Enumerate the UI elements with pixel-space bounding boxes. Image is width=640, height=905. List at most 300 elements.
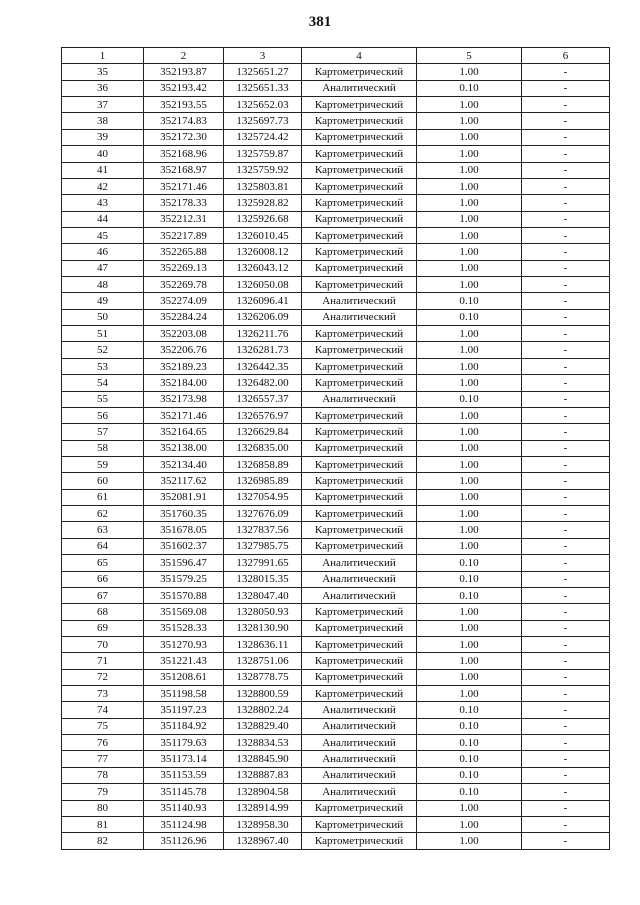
- table-row: [62, 571, 610, 587]
- table-row: [62, 833, 610, 849]
- point-number-cell: 67: [62, 587, 144, 603]
- point-number-cell: 80: [62, 800, 144, 816]
- x-coordinate-cell: 352172.30: [144, 129, 224, 145]
- note-cell: -: [522, 522, 610, 538]
- x-coordinate-cell: 351760.35: [144, 506, 224, 522]
- note-cell: -: [522, 440, 610, 456]
- y-coordinate-cell: 1328887.83: [224, 767, 302, 783]
- y-coordinate-cell: 1326985.89: [224, 473, 302, 489]
- table-row: [62, 456, 610, 472]
- accuracy-cell: 0.10: [417, 702, 522, 718]
- y-coordinate-cell: 1328829.40: [224, 718, 302, 734]
- note-cell: -: [522, 326, 610, 342]
- method-cell: Аналитический: [302, 293, 417, 309]
- accuracy-cell: 1.00: [417, 800, 522, 816]
- note-cell: -: [522, 620, 610, 636]
- x-coordinate-cell: 351179.63: [144, 735, 224, 751]
- accuracy-cell: 1.00: [417, 636, 522, 652]
- y-coordinate-cell: 1327837.56: [224, 522, 302, 538]
- point-number-cell: 66: [62, 571, 144, 587]
- table-row: [62, 653, 610, 669]
- table-row: [62, 702, 610, 718]
- point-number-cell: 46: [62, 244, 144, 260]
- point-number-cell: 54: [62, 375, 144, 391]
- accuracy-cell: 0.10: [417, 718, 522, 734]
- method-cell: Аналитический: [302, 80, 417, 96]
- y-coordinate-cell: 1326557.37: [224, 391, 302, 407]
- y-coordinate-cell: 1326835.00: [224, 440, 302, 456]
- accuracy-cell: 0.10: [417, 391, 522, 407]
- accuracy-cell: 1.00: [417, 522, 522, 538]
- x-coordinate-cell: 352274.09: [144, 293, 224, 309]
- note-cell: -: [522, 604, 610, 620]
- y-coordinate-cell: 1325724.42: [224, 129, 302, 145]
- y-coordinate-cell: 1326629.84: [224, 424, 302, 440]
- note-cell: -: [522, 784, 610, 800]
- note-cell: -: [522, 767, 610, 783]
- method-cell: Картометрический: [302, 227, 417, 243]
- method-cell: Аналитический: [302, 767, 417, 783]
- accuracy-cell: 0.10: [417, 555, 522, 571]
- table-row: [62, 784, 610, 800]
- y-coordinate-cell: 1327054.95: [224, 489, 302, 505]
- table-row: [62, 326, 610, 342]
- x-coordinate-cell: 351140.93: [144, 800, 224, 816]
- point-number-cell: 59: [62, 456, 144, 472]
- table-row: [62, 309, 610, 325]
- point-number-cell: 36: [62, 80, 144, 96]
- table-row: [62, 718, 610, 734]
- x-coordinate-cell: 352284.24: [144, 309, 224, 325]
- note-cell: -: [522, 260, 610, 276]
- table-row: [62, 816, 610, 832]
- point-number-cell: 64: [62, 538, 144, 554]
- table-row: [62, 391, 610, 407]
- accuracy-cell: 1.00: [417, 227, 522, 243]
- y-coordinate-cell: 1328834.53: [224, 735, 302, 751]
- table-row: [62, 162, 610, 178]
- point-number-cell: 68: [62, 604, 144, 620]
- note-cell: -: [522, 375, 610, 391]
- method-cell: Картометрический: [302, 473, 417, 489]
- note-cell: -: [522, 571, 610, 587]
- column-header-3: 3: [224, 48, 302, 64]
- x-coordinate-cell: 352203.08: [144, 326, 224, 342]
- method-cell: Картометрический: [302, 211, 417, 227]
- point-number-cell: 43: [62, 195, 144, 211]
- point-number-cell: 42: [62, 178, 144, 194]
- method-cell: Картометрический: [302, 260, 417, 276]
- x-coordinate-cell: 351208.61: [144, 669, 224, 685]
- x-coordinate-cell: 352193.42: [144, 80, 224, 96]
- method-cell: Картометрический: [302, 800, 417, 816]
- note-cell: -: [522, 244, 610, 260]
- accuracy-cell: 0.10: [417, 571, 522, 587]
- note-cell: -: [522, 195, 610, 211]
- note-cell: -: [522, 309, 610, 325]
- method-cell: Картометрический: [302, 604, 417, 620]
- point-number-cell: 81: [62, 816, 144, 832]
- method-cell: Аналитический: [302, 391, 417, 407]
- note-cell: -: [522, 636, 610, 652]
- method-cell: Картометрический: [302, 636, 417, 652]
- column-header-1: 1: [62, 48, 144, 64]
- point-number-cell: 61: [62, 489, 144, 505]
- accuracy-cell: 1.00: [417, 456, 522, 472]
- y-coordinate-cell: 1326010.45: [224, 227, 302, 243]
- x-coordinate-cell: 352269.78: [144, 277, 224, 293]
- method-cell: Картометрический: [302, 146, 417, 162]
- x-coordinate-cell: 351528.33: [144, 620, 224, 636]
- point-number-cell: 40: [62, 146, 144, 162]
- method-cell: Аналитический: [302, 571, 417, 587]
- table-row: [62, 620, 610, 636]
- y-coordinate-cell: 1326442.35: [224, 358, 302, 374]
- note-cell: -: [522, 702, 610, 718]
- accuracy-cell: 1.00: [417, 489, 522, 505]
- accuracy-cell: 1.00: [417, 64, 522, 80]
- x-coordinate-cell: 351145.78: [144, 784, 224, 800]
- page-number: 381: [308, 14, 332, 30]
- point-number-cell: 45: [62, 227, 144, 243]
- x-coordinate-cell: 352173.98: [144, 391, 224, 407]
- method-cell: Картометрический: [302, 97, 417, 113]
- table-row: [62, 506, 610, 522]
- point-number-cell: 53: [62, 358, 144, 374]
- accuracy-cell: 1.00: [417, 686, 522, 702]
- note-cell: -: [522, 293, 610, 309]
- table-row: [62, 767, 610, 783]
- column-header-6: 6: [522, 48, 610, 64]
- x-coordinate-cell: 352164.65: [144, 424, 224, 440]
- point-number-cell: 57: [62, 424, 144, 440]
- point-number-cell: 48: [62, 277, 144, 293]
- method-cell: Картометрический: [302, 162, 417, 178]
- table-row: [62, 424, 610, 440]
- note-cell: -: [522, 833, 610, 849]
- y-coordinate-cell: 1328050.93: [224, 604, 302, 620]
- table-row: [62, 800, 610, 816]
- point-number-cell: 77: [62, 751, 144, 767]
- y-coordinate-cell: 1325759.87: [224, 146, 302, 162]
- table-row: [62, 669, 610, 685]
- point-number-cell: 78: [62, 767, 144, 783]
- accuracy-cell: 1.00: [417, 211, 522, 227]
- note-cell: -: [522, 227, 610, 243]
- table-row: [62, 375, 610, 391]
- x-coordinate-cell: 351579.25: [144, 571, 224, 587]
- x-coordinate-cell: 352168.97: [144, 162, 224, 178]
- method-cell: Картометрический: [302, 342, 417, 358]
- accuracy-cell: 1.00: [417, 669, 522, 685]
- table-row: [62, 489, 610, 505]
- note-cell: -: [522, 751, 610, 767]
- point-number-cell: 55: [62, 391, 144, 407]
- note-cell: -: [522, 129, 610, 145]
- method-cell: Картометрический: [302, 620, 417, 636]
- method-cell: Аналитический: [302, 702, 417, 718]
- accuracy-cell: 0.10: [417, 751, 522, 767]
- point-number-cell: 47: [62, 260, 144, 276]
- accuracy-cell: 1.00: [417, 358, 522, 374]
- method-cell: Картометрический: [302, 489, 417, 505]
- x-coordinate-cell: 351197.23: [144, 702, 224, 718]
- method-cell: Картометрический: [302, 506, 417, 522]
- point-number-cell: 58: [62, 440, 144, 456]
- accuracy-cell: 1.00: [417, 97, 522, 113]
- note-cell: -: [522, 489, 610, 505]
- y-coordinate-cell: 1328636.11: [224, 636, 302, 652]
- table-row: [62, 64, 610, 80]
- y-coordinate-cell: 1328967.40: [224, 833, 302, 849]
- table-row: [62, 277, 610, 293]
- note-cell: -: [522, 587, 610, 603]
- note-cell: -: [522, 456, 610, 472]
- note-cell: -: [522, 358, 610, 374]
- table-row: [62, 178, 610, 194]
- y-coordinate-cell: 1328130.90: [224, 620, 302, 636]
- note-cell: -: [522, 113, 610, 129]
- method-cell: Картометрический: [302, 440, 417, 456]
- x-coordinate-cell: 352168.96: [144, 146, 224, 162]
- y-coordinate-cell: 1328845.90: [224, 751, 302, 767]
- method-cell: Картометрический: [302, 113, 417, 129]
- point-number-cell: 73: [62, 686, 144, 702]
- table-row: [62, 113, 610, 129]
- note-cell: -: [522, 162, 610, 178]
- point-number-cell: 52: [62, 342, 144, 358]
- y-coordinate-cell: 1326206.09: [224, 309, 302, 325]
- y-coordinate-cell: 1328047.40: [224, 587, 302, 603]
- method-cell: Аналитический: [302, 751, 417, 767]
- note-cell: -: [522, 80, 610, 96]
- x-coordinate-cell: 351596.47: [144, 555, 224, 571]
- y-coordinate-cell: 1325651.27: [224, 64, 302, 80]
- note-cell: -: [522, 800, 610, 816]
- y-coordinate-cell: 1328015.35: [224, 571, 302, 587]
- x-coordinate-cell: 352138.00: [144, 440, 224, 456]
- table-row: [62, 473, 610, 489]
- note-cell: -: [522, 211, 610, 227]
- point-number-cell: 63: [62, 522, 144, 538]
- y-coordinate-cell: 1326858.89: [224, 456, 302, 472]
- method-cell: Картометрический: [302, 358, 417, 374]
- point-number-cell: 79: [62, 784, 144, 800]
- point-number-cell: 35: [62, 64, 144, 80]
- accuracy-cell: 1.00: [417, 440, 522, 456]
- method-cell: Картометрический: [302, 407, 417, 423]
- method-cell: Картометрический: [302, 326, 417, 342]
- y-coordinate-cell: 1328904.58: [224, 784, 302, 800]
- note-cell: -: [522, 735, 610, 751]
- x-coordinate-cell: 351198.58: [144, 686, 224, 702]
- point-number-cell: 70: [62, 636, 144, 652]
- accuracy-cell: 1.00: [417, 816, 522, 832]
- x-coordinate-cell: 351602.37: [144, 538, 224, 554]
- table-row: [62, 293, 610, 309]
- x-coordinate-cell: 351124.98: [144, 816, 224, 832]
- point-number-cell: 37: [62, 97, 144, 113]
- accuracy-cell: 1.00: [417, 277, 522, 293]
- note-cell: -: [522, 653, 610, 669]
- column-header-4: 4: [302, 48, 417, 64]
- accuracy-cell: 1.00: [417, 113, 522, 129]
- x-coordinate-cell: 352117.62: [144, 473, 224, 489]
- method-cell: Картометрический: [302, 277, 417, 293]
- point-number-cell: 71: [62, 653, 144, 669]
- table-row: [62, 195, 610, 211]
- x-coordinate-cell: 352178.33: [144, 195, 224, 211]
- method-cell: Картометрический: [302, 816, 417, 832]
- y-coordinate-cell: 1328914.99: [224, 800, 302, 816]
- note-cell: -: [522, 342, 610, 358]
- x-coordinate-cell: 352184.00: [144, 375, 224, 391]
- note-cell: -: [522, 178, 610, 194]
- point-number-cell: 82: [62, 833, 144, 849]
- table-row: [62, 555, 610, 571]
- column-header-2: 2: [144, 48, 224, 64]
- coordinates-table: [61, 47, 610, 850]
- accuracy-cell: 1.00: [417, 604, 522, 620]
- method-cell: Картометрический: [302, 178, 417, 194]
- y-coordinate-cell: 1326050.08: [224, 277, 302, 293]
- accuracy-cell: 1.00: [417, 129, 522, 145]
- x-coordinate-cell: 351153.59: [144, 767, 224, 783]
- y-coordinate-cell: 1328958.30: [224, 816, 302, 832]
- table-row: [62, 735, 610, 751]
- table-row: [62, 260, 610, 276]
- accuracy-cell: 0.10: [417, 735, 522, 751]
- point-number-cell: 44: [62, 211, 144, 227]
- point-number-cell: 62: [62, 506, 144, 522]
- accuracy-cell: 1.00: [417, 244, 522, 260]
- accuracy-cell: 0.10: [417, 784, 522, 800]
- point-number-cell: 51: [62, 326, 144, 342]
- accuracy-cell: 1.00: [417, 620, 522, 636]
- method-cell: Картометрический: [302, 129, 417, 145]
- note-cell: -: [522, 686, 610, 702]
- y-coordinate-cell: 1325926.68: [224, 211, 302, 227]
- method-cell: Аналитический: [302, 718, 417, 734]
- y-coordinate-cell: 1325803.81: [224, 178, 302, 194]
- method-cell: Картометрический: [302, 424, 417, 440]
- y-coordinate-cell: 1325759.92: [224, 162, 302, 178]
- method-cell: Картометрический: [302, 456, 417, 472]
- table-row: [62, 686, 610, 702]
- y-coordinate-cell: 1325652.03: [224, 97, 302, 113]
- y-coordinate-cell: 1326576.97: [224, 407, 302, 423]
- column-header-5: 5: [417, 48, 522, 64]
- y-coordinate-cell: 1325651.33: [224, 80, 302, 96]
- x-coordinate-cell: 351569.08: [144, 604, 224, 620]
- method-cell: Аналитический: [302, 555, 417, 571]
- table-row: [62, 587, 610, 603]
- method-cell: Аналитический: [302, 587, 417, 603]
- method-cell: Картометрический: [302, 375, 417, 391]
- table-row: [62, 538, 610, 554]
- note-cell: -: [522, 669, 610, 685]
- method-cell: Аналитический: [302, 735, 417, 751]
- note-cell: -: [522, 391, 610, 407]
- x-coordinate-cell: 352206.76: [144, 342, 224, 358]
- point-number-cell: 60: [62, 473, 144, 489]
- point-number-cell: 75: [62, 718, 144, 734]
- note-cell: -: [522, 407, 610, 423]
- point-number-cell: 39: [62, 129, 144, 145]
- table-row: [62, 636, 610, 652]
- y-coordinate-cell: 1326008.12: [224, 244, 302, 260]
- table-row: [62, 129, 610, 145]
- accuracy-cell: 1.00: [417, 375, 522, 391]
- y-coordinate-cell: 1326211.76: [224, 326, 302, 342]
- point-number-cell: 49: [62, 293, 144, 309]
- point-number-cell: 74: [62, 702, 144, 718]
- x-coordinate-cell: 352134.40: [144, 456, 224, 472]
- method-cell: Картометрический: [302, 538, 417, 554]
- method-cell: Картометрический: [302, 686, 417, 702]
- y-coordinate-cell: 1325697.73: [224, 113, 302, 129]
- note-cell: -: [522, 146, 610, 162]
- accuracy-cell: 0.10: [417, 309, 522, 325]
- accuracy-cell: 0.10: [417, 80, 522, 96]
- x-coordinate-cell: 352189.23: [144, 358, 224, 374]
- method-cell: Картометрический: [302, 244, 417, 260]
- method-cell: Картометрический: [302, 833, 417, 849]
- note-cell: -: [522, 555, 610, 571]
- point-number-cell: 72: [62, 669, 144, 685]
- y-coordinate-cell: 1326096.41: [224, 293, 302, 309]
- x-coordinate-cell: 352217.89: [144, 227, 224, 243]
- table-row: [62, 604, 610, 620]
- x-coordinate-cell: 352269.13: [144, 260, 224, 276]
- y-coordinate-cell: 1328751.06: [224, 653, 302, 669]
- accuracy-cell: 1.00: [417, 538, 522, 554]
- x-coordinate-cell: 351221.43: [144, 653, 224, 669]
- y-coordinate-cell: 1328778.75: [224, 669, 302, 685]
- table-row: [62, 440, 610, 456]
- x-coordinate-cell: 352081.91: [144, 489, 224, 505]
- x-coordinate-cell: 351184.92: [144, 718, 224, 734]
- y-coordinate-cell: 1326482.00: [224, 375, 302, 391]
- x-coordinate-cell: 352212.31: [144, 211, 224, 227]
- table-body: [62, 64, 610, 849]
- note-cell: -: [522, 506, 610, 522]
- x-coordinate-cell: 352174.83: [144, 113, 224, 129]
- table-row: [62, 522, 610, 538]
- accuracy-cell: 1.00: [417, 146, 522, 162]
- accuracy-cell: 1.00: [417, 833, 522, 849]
- y-coordinate-cell: 1328800.59: [224, 686, 302, 702]
- note-cell: -: [522, 718, 610, 734]
- x-coordinate-cell: 351678.05: [144, 522, 224, 538]
- x-coordinate-cell: 352193.55: [144, 97, 224, 113]
- note-cell: -: [522, 424, 610, 440]
- x-coordinate-cell: 352193.87: [144, 64, 224, 80]
- x-coordinate-cell: 351173.14: [144, 751, 224, 767]
- y-coordinate-cell: 1326043.12: [224, 260, 302, 276]
- x-coordinate-cell: 351270.93: [144, 636, 224, 652]
- accuracy-cell: 1.00: [417, 407, 522, 423]
- note-cell: -: [522, 816, 610, 832]
- point-number-cell: 69: [62, 620, 144, 636]
- y-coordinate-cell: 1327676.09: [224, 506, 302, 522]
- method-cell: Картометрический: [302, 195, 417, 211]
- note-cell: -: [522, 97, 610, 113]
- table-row: [62, 342, 610, 358]
- point-number-cell: 38: [62, 113, 144, 129]
- table-row: [62, 407, 610, 423]
- note-cell: -: [522, 64, 610, 80]
